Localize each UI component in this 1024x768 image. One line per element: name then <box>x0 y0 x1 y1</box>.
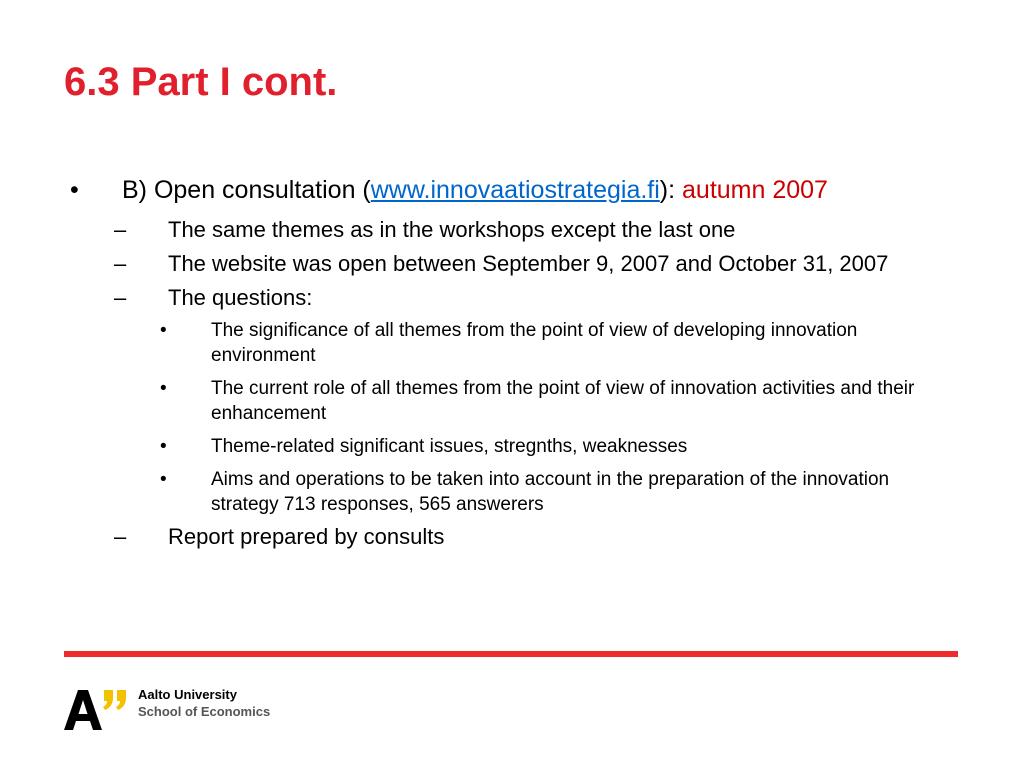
sub-item <box>64 250 958 278</box>
sub-item-text: The same themes as in the workshops except the last one <box>168 217 736 242</box>
sub-item-text: The questions: <box>168 285 313 310</box>
dash-marker: – <box>114 285 127 310</box>
bullet-marker: • <box>160 469 167 490</box>
dash-marker: – <box>114 217 127 242</box>
question-item-text: The current role of all themes from the point of view of innovation activities and their enhancement <box>211 378 915 424</box>
slide-title: 6.3 Part I cont. <box>64 60 338 104</box>
bullet-marker: • <box>160 378 167 399</box>
dash-marker: – <box>114 251 127 276</box>
question-item <box>64 467 936 517</box>
main-bullet <box>64 174 964 206</box>
question-item <box>64 318 936 368</box>
main-bullet-prefix: B) Open consultation ( <box>122 176 371 204</box>
question-item-text: The significance of all themes from the point of view of developing innovation environment <box>211 320 858 366</box>
logo-school-name: School of Economics <box>138 704 271 719</box>
logo-university-name: Aalto University <box>138 687 237 702</box>
question-item-text: Aims and operations to be taken into account in the preparation of the innovation strategy 713 responses, 565 answerers <box>211 469 890 515</box>
sub-item <box>64 216 958 244</box>
sub-item-text: The website was open between September 9, 2007 and October 31, 2007 <box>168 251 889 276</box>
question-item <box>64 434 936 459</box>
sub-item-text: Report prepared by consults <box>168 524 445 549</box>
aalto-logo <box>64 686 324 736</box>
dash-marker: – <box>114 524 127 549</box>
aalto-a-icon <box>64 686 132 732</box>
question-item-text: Theme-related significant issues, stregnths, weaknesses <box>211 436 688 457</box>
sub-item <box>64 284 958 312</box>
slide-content <box>64 174 964 551</box>
logo-text <box>138 686 270 720</box>
footer-divider <box>64 651 958 657</box>
sub-item <box>64 523 958 551</box>
bullet-marker: • <box>160 436 167 457</box>
bullet-marker: • <box>160 320 167 341</box>
bullet-marker: • <box>70 176 79 204</box>
question-item <box>64 376 936 426</box>
main-bullet-highlight: autumn 2007 <box>682 176 828 204</box>
main-bullet-suffix: ): <box>659 176 683 204</box>
consultation-link[interactable]: www.innovaatiostrategia.fi <box>370 176 660 204</box>
